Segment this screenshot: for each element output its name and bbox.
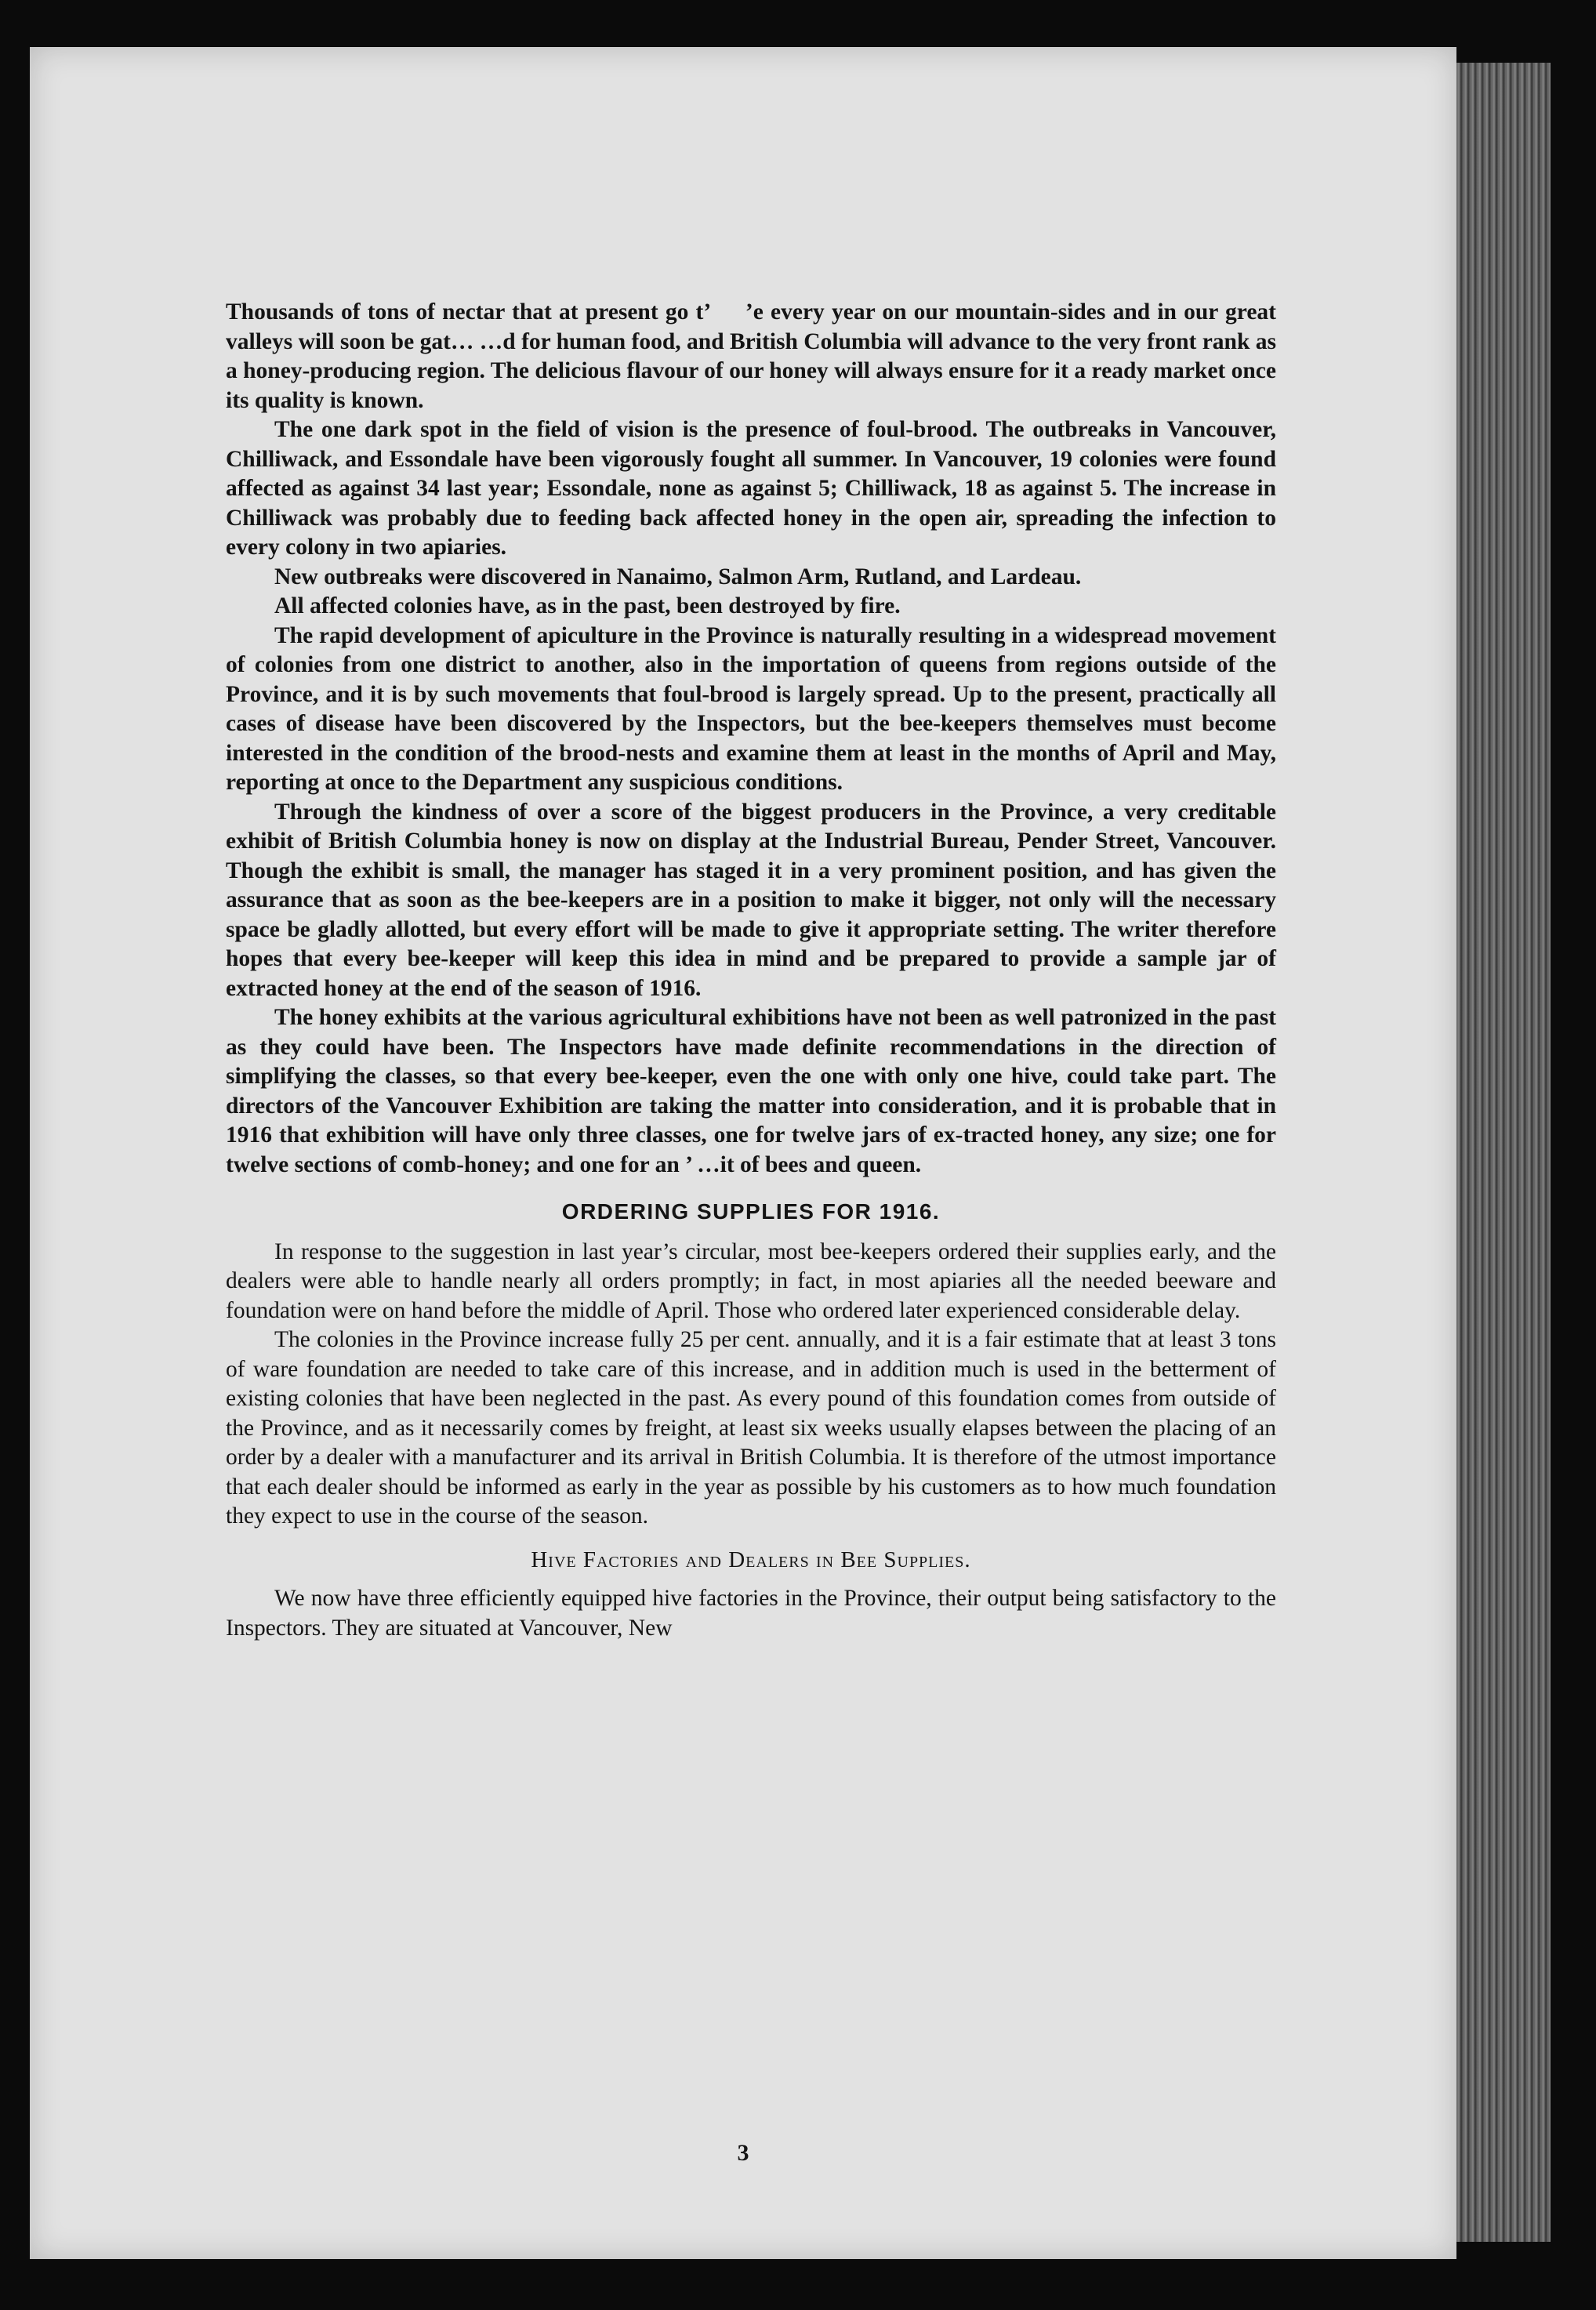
paragraph-nectar: Thousands of tons of nectar that at present go t’ ’e every year on our mountain-sides and in our great valleys will soon be gat… …d for human food, and British Columbia will advance to the very front rank as a honey-producing region. The delicious flavour of our honey will always ensure for it a ready market once its quality is known.	[226, 299, 1276, 413]
book-page-edges	[1456, 63, 1551, 2242]
paragraph-foul-brood: The one dark spot in the field of vision is the presence of foul-brood. The outbreaks in Vancouver, Chilliwack, and Essondale have been vigorously fought all summer. In Vancouver, 19 colonies were found affected as against 34 last year; Essondale, none as against 5; Chilliwack, 18 as against 5. The increase in Chilliwack was probably due to feeding back affected honey in the open air, spreading the infection to every colony in two apiaries.	[226, 417, 1276, 560]
paragraph-exhibit: Through the kindness of over a score of the biggest producers in the Province, a very creditable exhibit of British Columbia honey is now on display at the Industrial Bureau, Pender Street, Vancouver. Though the exhibit is small, the manager has staged it in a very prominent position, and has given the assurance that as soon as the bee-keepers are in a position to make it bigger, not only will the necessary space be gladly allotted, but every effort will be made to give it appropriate setting. The writer therefore hopes that every bee-keeper will keep this idea in mind and be prepared to provide a sample jar of extracted honey at the end of the season of 1916.	[226, 799, 1276, 1001]
subheading-hive-factories: Hive Factories and Dealers in Bee Supplies.	[531, 1547, 971, 1572]
paragraph-exhibitions: The honey exhibits at the various agricultural exhibitions have not been as well patronized in the past as they could have been. The Inspectors have made definite recommendations in the direction of simplifying the classes, so that every bee-keeper, even the one with only one hive, could take part. The directors of the Vancouver Exhibition are taking the matter into consideration, and it is probable that in 1916 that exhibition will have only three classes, one for twelve jars of ex-tracted honey, any size; one for twelve sections of comb-honey; and one for an ’ …it of bees and queen.	[226, 1005, 1276, 1177]
page-content	[226, 298, 1276, 1643]
paragraph-new-outbreaks: New outbreaks were discovered in Nanaimo, Salmon Arm, Rutland, and Lardeau.	[274, 564, 1082, 589]
document-page	[30, 47, 1456, 2259]
section-heading-ordering-supplies: ORDERING SUPPLIES FOR 1916.	[561, 1199, 941, 1224]
paragraph-hive-factories: We now have three efficiently equipped hive factories in the Province, their output being satisfactory to the Inspectors. They are situated at Vancouver, New	[226, 1586, 1276, 1641]
paragraph-apiculture-development: The rapid development of apiculture in the Province is naturally resulting in a widespread movement of colonies from one district to another, also in the importation of queens from regions outside of the Province, and it is by such movements that foul-brood is largely spread. Up to the present, practically all cases of disease have been discovered by the Inspectors, but the bee-keepers themselves must become interested in the condition of the brood-nests and examine them at least in the months of April and May, reporting at once to the Department any suspicious conditions.	[226, 622, 1276, 795]
paragraph-destroyed: All affected colonies have, as in the past, been destroyed by fire.	[274, 593, 901, 618]
paragraph-response: In response to the suggestion in last year’s circular, most bee-keepers ordered their supplies early, and the dealers were able to handle nearly all orders promptly; in fact, in most apiaries all the needed beeware and foundation were on hand before the middle of April. Those who ordered later experienced considerable delay.	[226, 1238, 1276, 1323]
paragraph-colonies-increase: The colonies in the Province increase fully 25 per cent. annually, and it is a fair estimate that at least 3 tons of ware foundation are needed to take care of this increase, and in addition much is used in the betterment of existing colonies that have been neglected in the past. As every pound of this foundation comes from outside of the Province, and as it necessarily comes by freight, at least six weeks usually elapses between the placing of an order by a dealer with a manufacturer and its arrival in British Columbia. It is therefore of the utmost importance that each dealer should be informed as early in the year as possible by his customers as to how much foundation they expect to use in the course of the season.	[226, 1327, 1276, 1529]
section-ordering-supplies	[226, 1238, 1276, 1644]
page-number: 3	[737, 2140, 749, 2166]
